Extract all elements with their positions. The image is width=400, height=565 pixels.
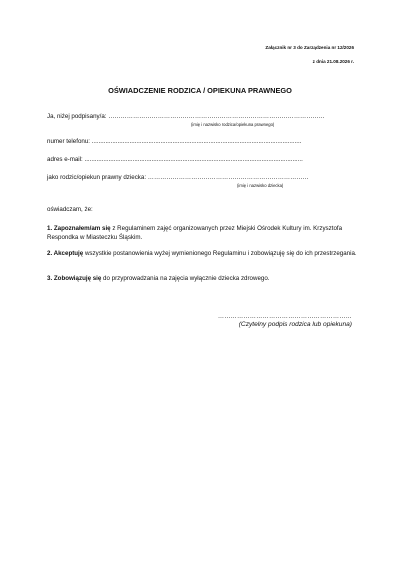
point-1-text: z Regulaminem zajęć organizowanych przez Miejski Ośrodek Kultury im. Krzysztofa Respondka w Miasteczku Śląskim. (47, 225, 343, 241)
name-field-line: Ja, niżej podpisany/a: …………………………………………………………………………………………… (47, 113, 325, 120)
phone-field-line: numer telefonu: .......................................................................................................................... (47, 138, 302, 145)
declaration-point-3 (47, 274, 367, 283)
declaration-point-1 (47, 224, 367, 242)
point-3-text: do przyprowadzania na zajęcia wyłącznie dziecka zdrowego. (101, 275, 270, 282)
point-3-lead: 3. Zobowiązuję się (47, 275, 102, 282)
signature-caption: (Czytelny podpis rodzica lub opiekuna) (238, 321, 352, 328)
signature-line: ……………………………………………………… (217, 313, 352, 320)
declaration-point-2 (47, 249, 367, 258)
attachment-date: z dnia 21.08.2026 r. (312, 59, 354, 64)
name-field-hint: (imię i nazwisko rodzica/opiekuna prawnego) (191, 122, 275, 127)
child-field-hint: (imię i nazwisko dziecka) (237, 183, 284, 188)
document-title: OŚWIADCZENIE RODZICA / OPIEKUNA PRAWNEGO (108, 86, 292, 95)
email-field-line: adres e-mail: ............................................................................................................................... (47, 156, 303, 163)
declare-label: oświadczam, że: (47, 206, 93, 213)
child-field-line: jako rodzic/opiekun prawny dziecka: …………………………………………………………………… (47, 174, 309, 181)
point-2-text: wszystkie postanowienia wyżej wymienionego Regulaminu i zobowiązuję się do ich przestrzegania. (83, 250, 357, 257)
attachment-reference: Załącznik nr 3 do Zarządzenia nr 12/2026 (265, 45, 354, 50)
point-1-lead: 1. Zapoznałem/am się (47, 225, 111, 232)
point-2-lead: 2. Akceptuję (47, 250, 84, 257)
